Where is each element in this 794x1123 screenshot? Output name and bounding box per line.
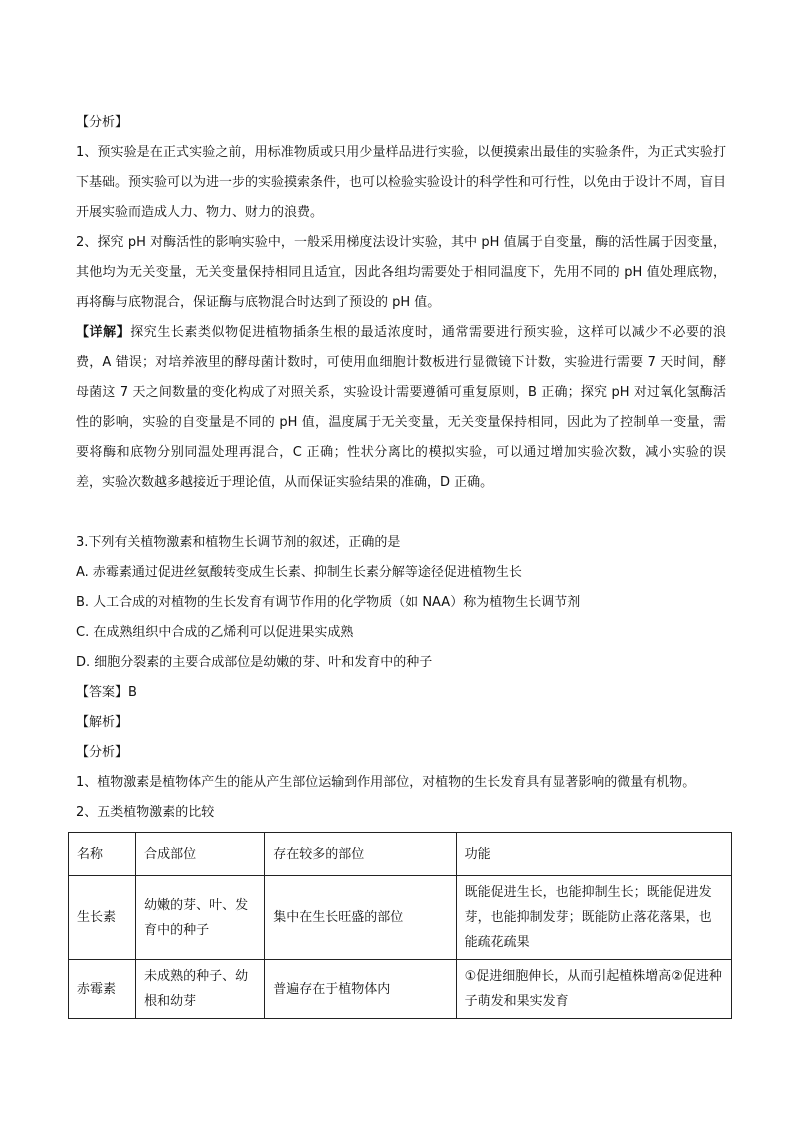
document-content (76, 108, 726, 1019)
table-cell: 生长素 (69, 876, 136, 960)
option-a: A. 赤霉素通过促进丝氨酸转变成生长素、抑制生长素分解等途径促进植物生长 (76, 565, 522, 580)
analysis-point-2: 2、探究 pH 对酶活性的影响实验中，一般采用梯度法设计实验，其中 pH 值属于自变量，酶的活性属于因变量，其他均为无关变量，无关变量保持相同且适宜，因此各组均需要处于相同温度下，先用不同的 pH 值处理底物，再将酶与底物混合，保证酶与底物混合时达到了预设的 pH 值。 (76, 235, 726, 310)
table-cell: 集中在生长旺盛的部位 (265, 876, 456, 960)
answer-line: 【答案】B (76, 685, 137, 700)
table-cell: 未成熟的种子、幼根和幼芽 (136, 960, 265, 1019)
analysis-point-1: 1、预实验是在正式实验之前，用标准物质或只用少量样品进行实验，以便摸索出最佳的实验条件，为正式实验打下基础。预实验可以为进一步的实验摸索条件，也可以检验实验设计的科学性和可行性，以免由于设计不周，盲目开展实验而造成人力、物力、财力的浪费。 (76, 145, 727, 220)
option-d: D. 细胞分裂素的主要合成部位是幼嫩的芽、叶和发育中的种子 (76, 655, 433, 670)
hormone-comparison-table (68, 832, 732, 1019)
table-header-cell: 存在较多的部位 (265, 833, 456, 876)
analysis-point-1b: 1、植物激素是植物体产生的能从产生部位运输到作用部位，对植物的生长发育具有显著影响的微量有机物。 (76, 775, 696, 790)
table-row (69, 960, 732, 1019)
table-row (69, 876, 732, 960)
table-header-cell: 功能 (456, 833, 731, 876)
detail-text: 探究生长素类似物促进植物插条生根的最适浓度时，通常需要进行预实验，这样可以减少不必要的浪费，A 错误；对培养液里的酵母菌计数时，可使用血细胞计数板进行显微镜下计数，实验进行需要 7 天时间，酵母菌这 7 天之间数量的变化构成了对照关系，实验设计需要遵循可重复原则，B 正确；探究 pH 对过氧化氢酶活性的影响，实验的自变量是不同的 pH 值，温度属于无关变量，无关变量保持相同，因此为了控制单一变量，需要将酶和底物分别同温处理再混合，C 正确；性状分离比的模拟实验，可以通过增加实验次数，减小实验的误差，实验次数越多越接近于理论值，从而保证实验结果的准确，D 正确。 (76, 325, 726, 490)
table-cell: 普遍存在于植物体内 (265, 960, 456, 1019)
explanation-heading: 【解析】 (76, 715, 129, 730)
table-cell: 幼嫩的芽、叶、发育中的种子 (136, 876, 265, 960)
detail-paragraph (76, 318, 726, 498)
analysis-point-2b: 2、五类植物激素的比较 (76, 805, 215, 820)
table-header-cell: 名称 (69, 833, 136, 876)
table-cell: ①促进细胞伸长，从而引起植株增高②促进种子萌发和果实发育 (456, 960, 731, 1019)
table-cell: 既能促进生长，也能抑制生长；既能促进发芽，也能抑制发芽；既能防止落花落果，也能疏花疏果 (456, 876, 731, 960)
detail-label: 【详解】 (76, 325, 131, 340)
option-b: B. 人工合成的对植物的生长发育有调节作用的化学物质（如 NAA）称为植物生长调节剂 (76, 595, 581, 610)
analysis-heading: 【分析】 (76, 115, 129, 130)
table-header-row (69, 833, 732, 876)
option-c: C. 在成熟组织中合成的乙烯利可以促进果实成熟 (76, 625, 354, 640)
analysis-heading-2: 【分析】 (76, 745, 129, 760)
table-header-cell: 合成部位 (136, 833, 265, 876)
question-stem: 3.下列有关植物激素和植物生长调节剂的叙述，正确的是 (76, 535, 401, 550)
table-cell: 赤霉素 (69, 960, 136, 1019)
